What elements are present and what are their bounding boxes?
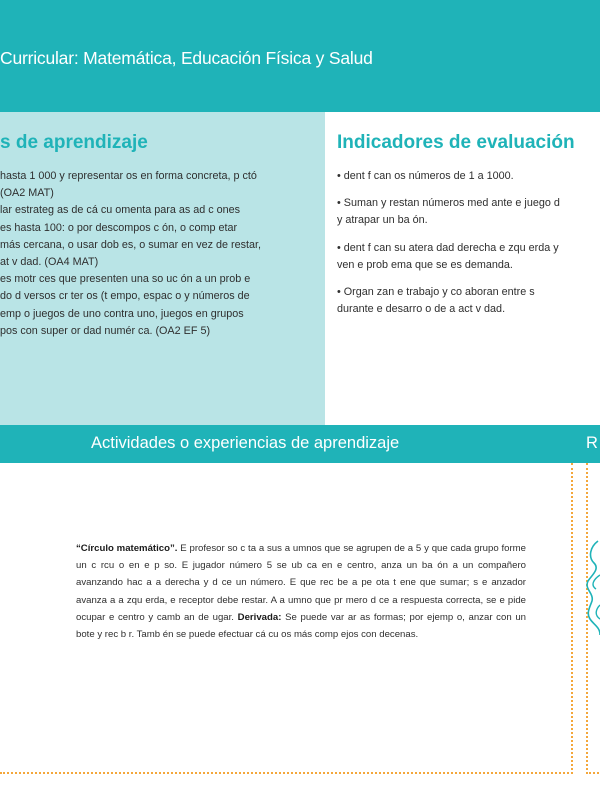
activity-title: “Círculo matemático”. [76,543,178,554]
resources-heading-fragment: R [586,434,598,452]
objective-line: pos con super or dad numér ca. (OA2 EF 5) [0,324,211,337]
activity-body: E profesor so c ta a sus a umnos que se agrupen de a 5 y que cada grupo forme un c rcu o en e p so. E jugador número 5 se ub ca en e centro, anza un ba ón a un compañero avanzando hac a a derecha y d ce un número. E que rec be a pe ota t ene que sumar; s e anzador avanza a a zqu erda, e receptor debe restar. A a umno que pr mero d ce a respuesta correcta, se e pide ocupar e centro y camb an de ugar. [76,543,527,623]
indicators-heading: Indicadores de evaluación [337,132,575,153]
objective-line: (OA2 MAT) [0,187,54,200]
objective-line: más cercana, o usar dob es, o sumar en vez de restar, [0,238,262,251]
indicator-item: • dent f can os números de 1 a 1000. [337,170,514,182]
objective-line: at v dad. (OA4 MAT) [0,256,99,269]
objective-line: do d versos cr ter os (t empo, espac o y números de [0,290,250,303]
objectives-list [0,168,318,340]
activity-variant-title: Derivada: [237,611,282,623]
indicators-list [337,168,600,328]
activities-heading: Actividades o experiencias de aprendizaje [91,434,400,452]
activity-variant-body: Se puede var ar as formas; por ejemp o, anzar con un bote y rec b r. Tamb én se puede efectuar cá cu os más comp ejos con decenas. [76,611,526,641]
indicator-item: • Suman y restan números med ante e juego d y atrapar un ba ón. [337,197,560,227]
child-illustration-icon [584,535,600,645]
activity-text [76,540,526,643]
objective-line: emp o juegos de uno contra uno, juegos en grupos [0,307,244,320]
objective-line: lar estrateg as de cá cu omenta para as ad c ones [0,204,241,217]
banner-title: Curricular: Matemática, Educación Física y Salud [0,48,373,68]
objectives-heading: s de aprendizaje [0,132,148,153]
objective-line: hasta 1 000 y representar os en forma concreta, p ctó [0,170,257,182]
objective-line: es motr ces que presenten una so uc ón a un prob e [0,273,251,286]
indicator-item: • Organ zan e trabajo y co aboran entre s durante e desarro o de a act v dad. [337,286,535,316]
objective-line: es hasta 100: o por descompos c ón, o comp etar [0,221,238,234]
indicator-item: • dent f can su atera dad derecha e zqu erda y ven e prob ema que se es demanda. [337,241,559,271]
